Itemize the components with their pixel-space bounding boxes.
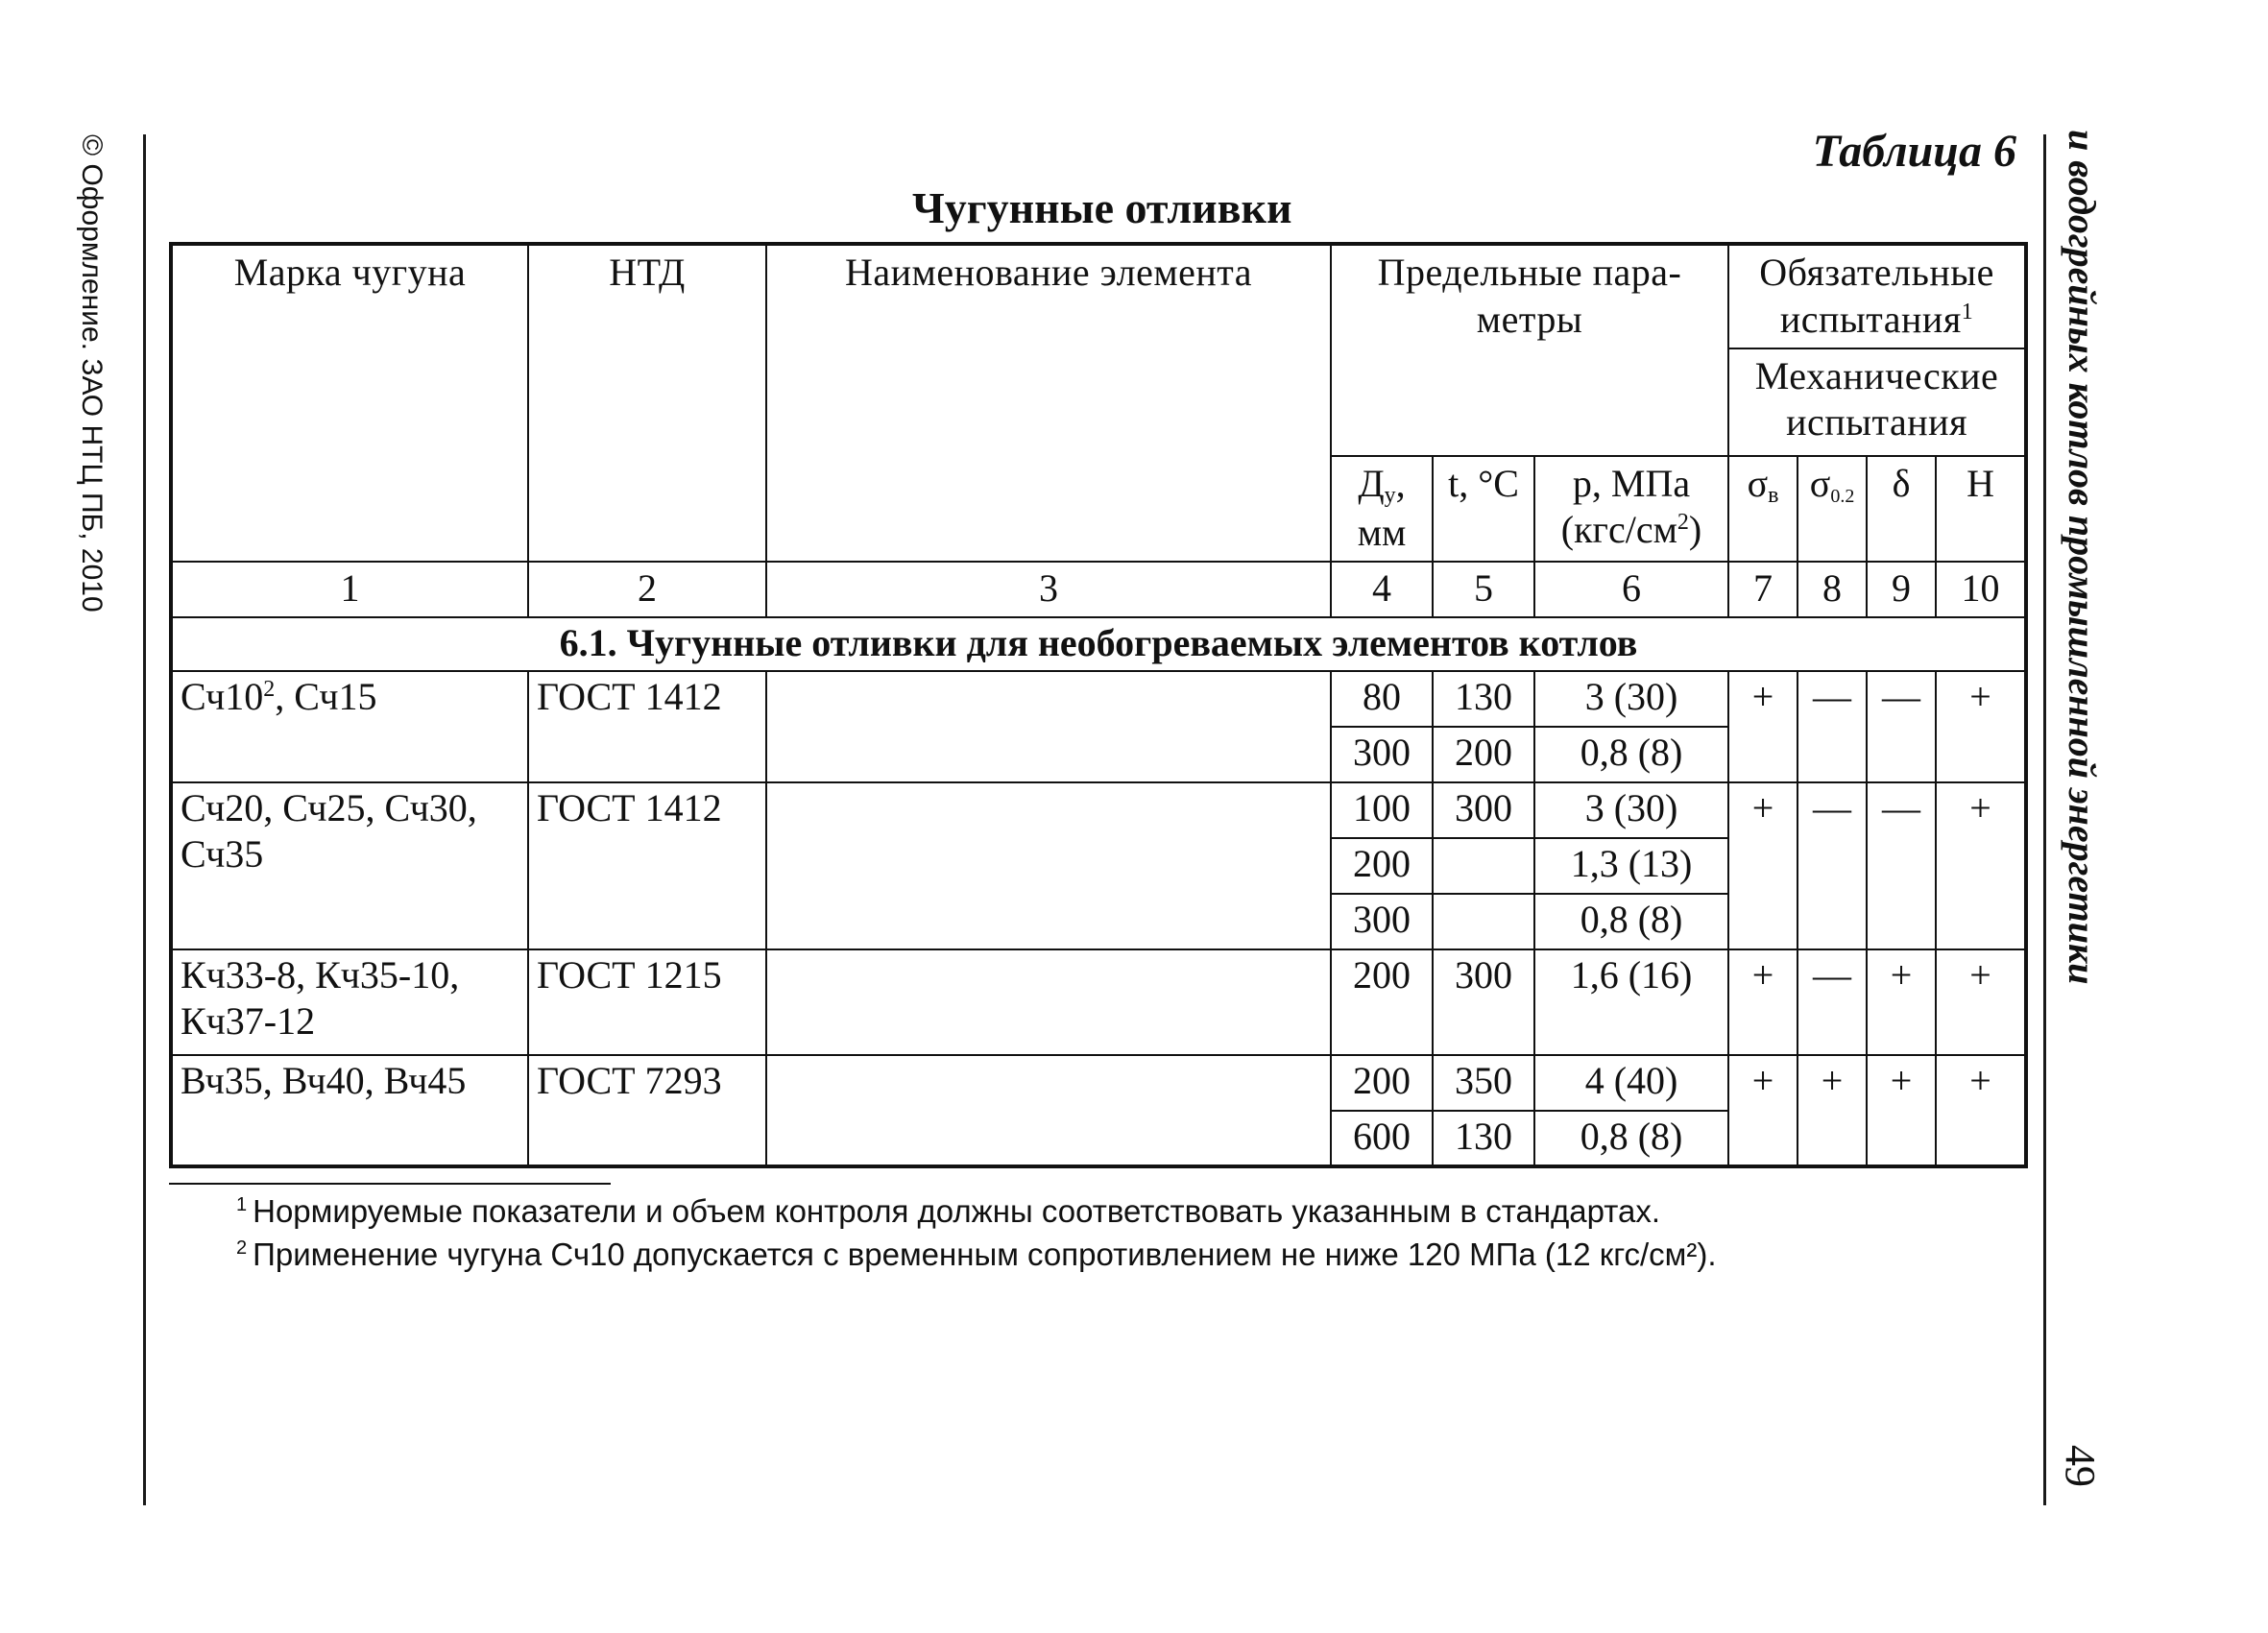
header-hardness: Н	[1936, 456, 2026, 562]
test-cell: —	[1798, 671, 1867, 782]
column-number: 4	[1331, 562, 1433, 617]
column-number: 8	[1798, 562, 1867, 617]
header-delta: δ	[1867, 456, 1936, 562]
column-number: 9	[1867, 562, 1936, 617]
temp-cell	[1433, 894, 1534, 949]
temp-cell: 130	[1433, 671, 1534, 727]
header-du-sub: у	[1384, 482, 1396, 508]
temp-cell: 300	[1433, 782, 1534, 838]
header-pressure-label: p, МПа	[1572, 461, 1691, 505]
left-margin-rule	[143, 134, 146, 1505]
temp-cell: 200	[1433, 727, 1534, 782]
right-margin-rule	[2043, 134, 2046, 1505]
grade-text-rest: , Сч15	[275, 674, 377, 718]
ntd-cell: ГОСТ 1412	[528, 782, 766, 949]
table-title: Чугунные отливки	[912, 183, 1292, 232]
element-cell	[766, 671, 1331, 782]
test-cell: —	[1798, 949, 1867, 1055]
header-mech-tests: Механические испытания	[1728, 348, 2026, 456]
header-temperature: t, °С	[1433, 456, 1534, 562]
test-cell: —	[1867, 671, 1936, 782]
test-cell: +	[1728, 949, 1798, 1055]
footnote-1	[236, 1190, 2022, 1234]
header-required-tests-label: Обязательные испытания	[1759, 251, 1994, 341]
header-required-tests	[1728, 244, 2026, 348]
du-cell: 80	[1331, 671, 1433, 727]
pressure-cell: 1,6 (16)	[1534, 949, 1728, 1055]
column-number-row	[171, 562, 2026, 617]
du-cell: 600	[1331, 1111, 1433, 1166]
test-cell: +	[1936, 782, 2026, 949]
grade-cell: Кч33-8, Кч35-10, Кч37-12	[171, 949, 528, 1055]
footnote-2	[236, 1234, 2022, 1277]
footnote-rule	[169, 1183, 611, 1185]
column-number: 10	[1936, 562, 2026, 617]
header-limit-params: Предельные пара-метры	[1331, 244, 1728, 456]
footnotes	[236, 1190, 2022, 1276]
footnote-2-text: Применение чугуна Сч10 допускается с временным сопротивлением не ниже 120 МПа (12 кгс/см²).	[253, 1236, 1717, 1272]
element-cell	[766, 782, 1331, 949]
table-label: Таблица 6	[1812, 126, 2016, 177]
copyright-margin-text: © Оформление. ЗАО НТЦ ПБ, 2010	[76, 134, 108, 612]
footnote-2-mark: 2	[236, 1237, 248, 1259]
test-cell: +	[1798, 1055, 1867, 1166]
test-cell: +	[1867, 949, 1936, 1055]
ntd-cell: ГОСТ 1412	[528, 671, 766, 782]
footnote-1-text: Нормируемые показатели и объем контроля должны соответствовать указанным в стандартах.	[253, 1193, 1661, 1229]
temp-cell: 350	[1433, 1055, 1534, 1111]
column-number: 1	[171, 562, 528, 617]
temp-cell: 300	[1433, 949, 1534, 1055]
running-header: и водогрейных котлов промышленной энергетики	[2061, 130, 2104, 985]
pressure-cell: 0,8 (8)	[1534, 1111, 1728, 1166]
pressure-cell: 0,8 (8)	[1534, 894, 1728, 949]
sigma-02-symbol: σ	[1809, 461, 1831, 505]
header-pressure-unit: (кгс/см	[1560, 508, 1677, 552]
footnote-ref-2: 2	[263, 676, 276, 702]
ntd-cell: ГОСТ 1215	[528, 949, 766, 1055]
header-pressure-unit-end: )	[1688, 508, 1702, 552]
table-row	[171, 949, 2026, 1055]
cast-iron-table	[169, 242, 2028, 1168]
grade-cell	[171, 671, 528, 782]
column-number: 7	[1728, 562, 1798, 617]
header-du-unit: , мм	[1357, 461, 1407, 554]
pressure-cell: 0,8 (8)	[1534, 727, 1728, 782]
test-cell: —	[1798, 782, 1867, 949]
temp-cell	[1433, 838, 1534, 894]
grade-cell: Вч35, Вч40, Вч45	[171, 1055, 528, 1166]
du-cell: 300	[1331, 727, 1433, 782]
grade-cell: Сч20, Сч25, Сч30, Сч35	[171, 782, 528, 949]
grade-text: Сч10	[181, 674, 264, 718]
table-row	[171, 671, 2026, 727]
header-grade: Марка чугуна	[171, 244, 528, 562]
element-cell	[766, 1055, 1331, 1166]
column-number: 6	[1534, 562, 1728, 617]
footnote-1-mark: 1	[236, 1194, 248, 1215]
test-cell: +	[1867, 1055, 1936, 1166]
sigma-v-sub: в	[1768, 482, 1779, 508]
pressure-cell: 4 (40)	[1534, 1055, 1728, 1111]
test-cell: +	[1728, 782, 1798, 949]
table-row	[171, 1055, 2026, 1111]
element-cell	[766, 949, 1331, 1055]
section-heading: 6.1. Чугунные отливки для необогреваемых элементов котлов	[171, 617, 2026, 671]
page-number: 49	[2057, 1445, 2104, 1487]
du-cell: 200	[1331, 1055, 1433, 1111]
du-cell: 100	[1331, 782, 1433, 838]
header-pressure	[1534, 456, 1728, 562]
du-cell: 200	[1331, 838, 1433, 894]
header-ntd: НТД	[528, 244, 766, 562]
header-du	[1331, 456, 1433, 562]
du-cell: 300	[1331, 894, 1433, 949]
ntd-cell: ГОСТ 7293	[528, 1055, 766, 1166]
column-number: 3	[766, 562, 1331, 617]
header-du-symbol: Д	[1358, 461, 1385, 505]
column-number: 5	[1433, 562, 1534, 617]
test-cell: +	[1728, 1055, 1798, 1166]
header-pressure-unit-sup: 2	[1677, 510, 1689, 536]
test-cell: +	[1728, 671, 1798, 782]
du-cell: 200	[1331, 949, 1433, 1055]
test-cell: +	[1936, 671, 2026, 782]
test-cell: —	[1867, 782, 1936, 949]
test-cell: +	[1936, 1055, 2026, 1166]
table-row	[171, 782, 2026, 838]
column-number: 2	[528, 562, 766, 617]
pressure-cell: 3 (30)	[1534, 782, 1728, 838]
header-element-name: Наименование элемента	[766, 244, 1331, 562]
pressure-cell: 3 (30)	[1534, 671, 1728, 727]
sigma-v-symbol: σ	[1747, 461, 1769, 505]
sigma-02-sub: 0.2	[1830, 485, 1855, 507]
temp-cell: 130	[1433, 1111, 1534, 1166]
pressure-cell: 1,3 (13)	[1534, 838, 1728, 894]
header-sigma-02	[1798, 456, 1867, 562]
test-cell: +	[1936, 949, 2026, 1055]
header-sigma-v	[1728, 456, 1798, 562]
footnote-ref-1: 1	[1961, 299, 1974, 324]
